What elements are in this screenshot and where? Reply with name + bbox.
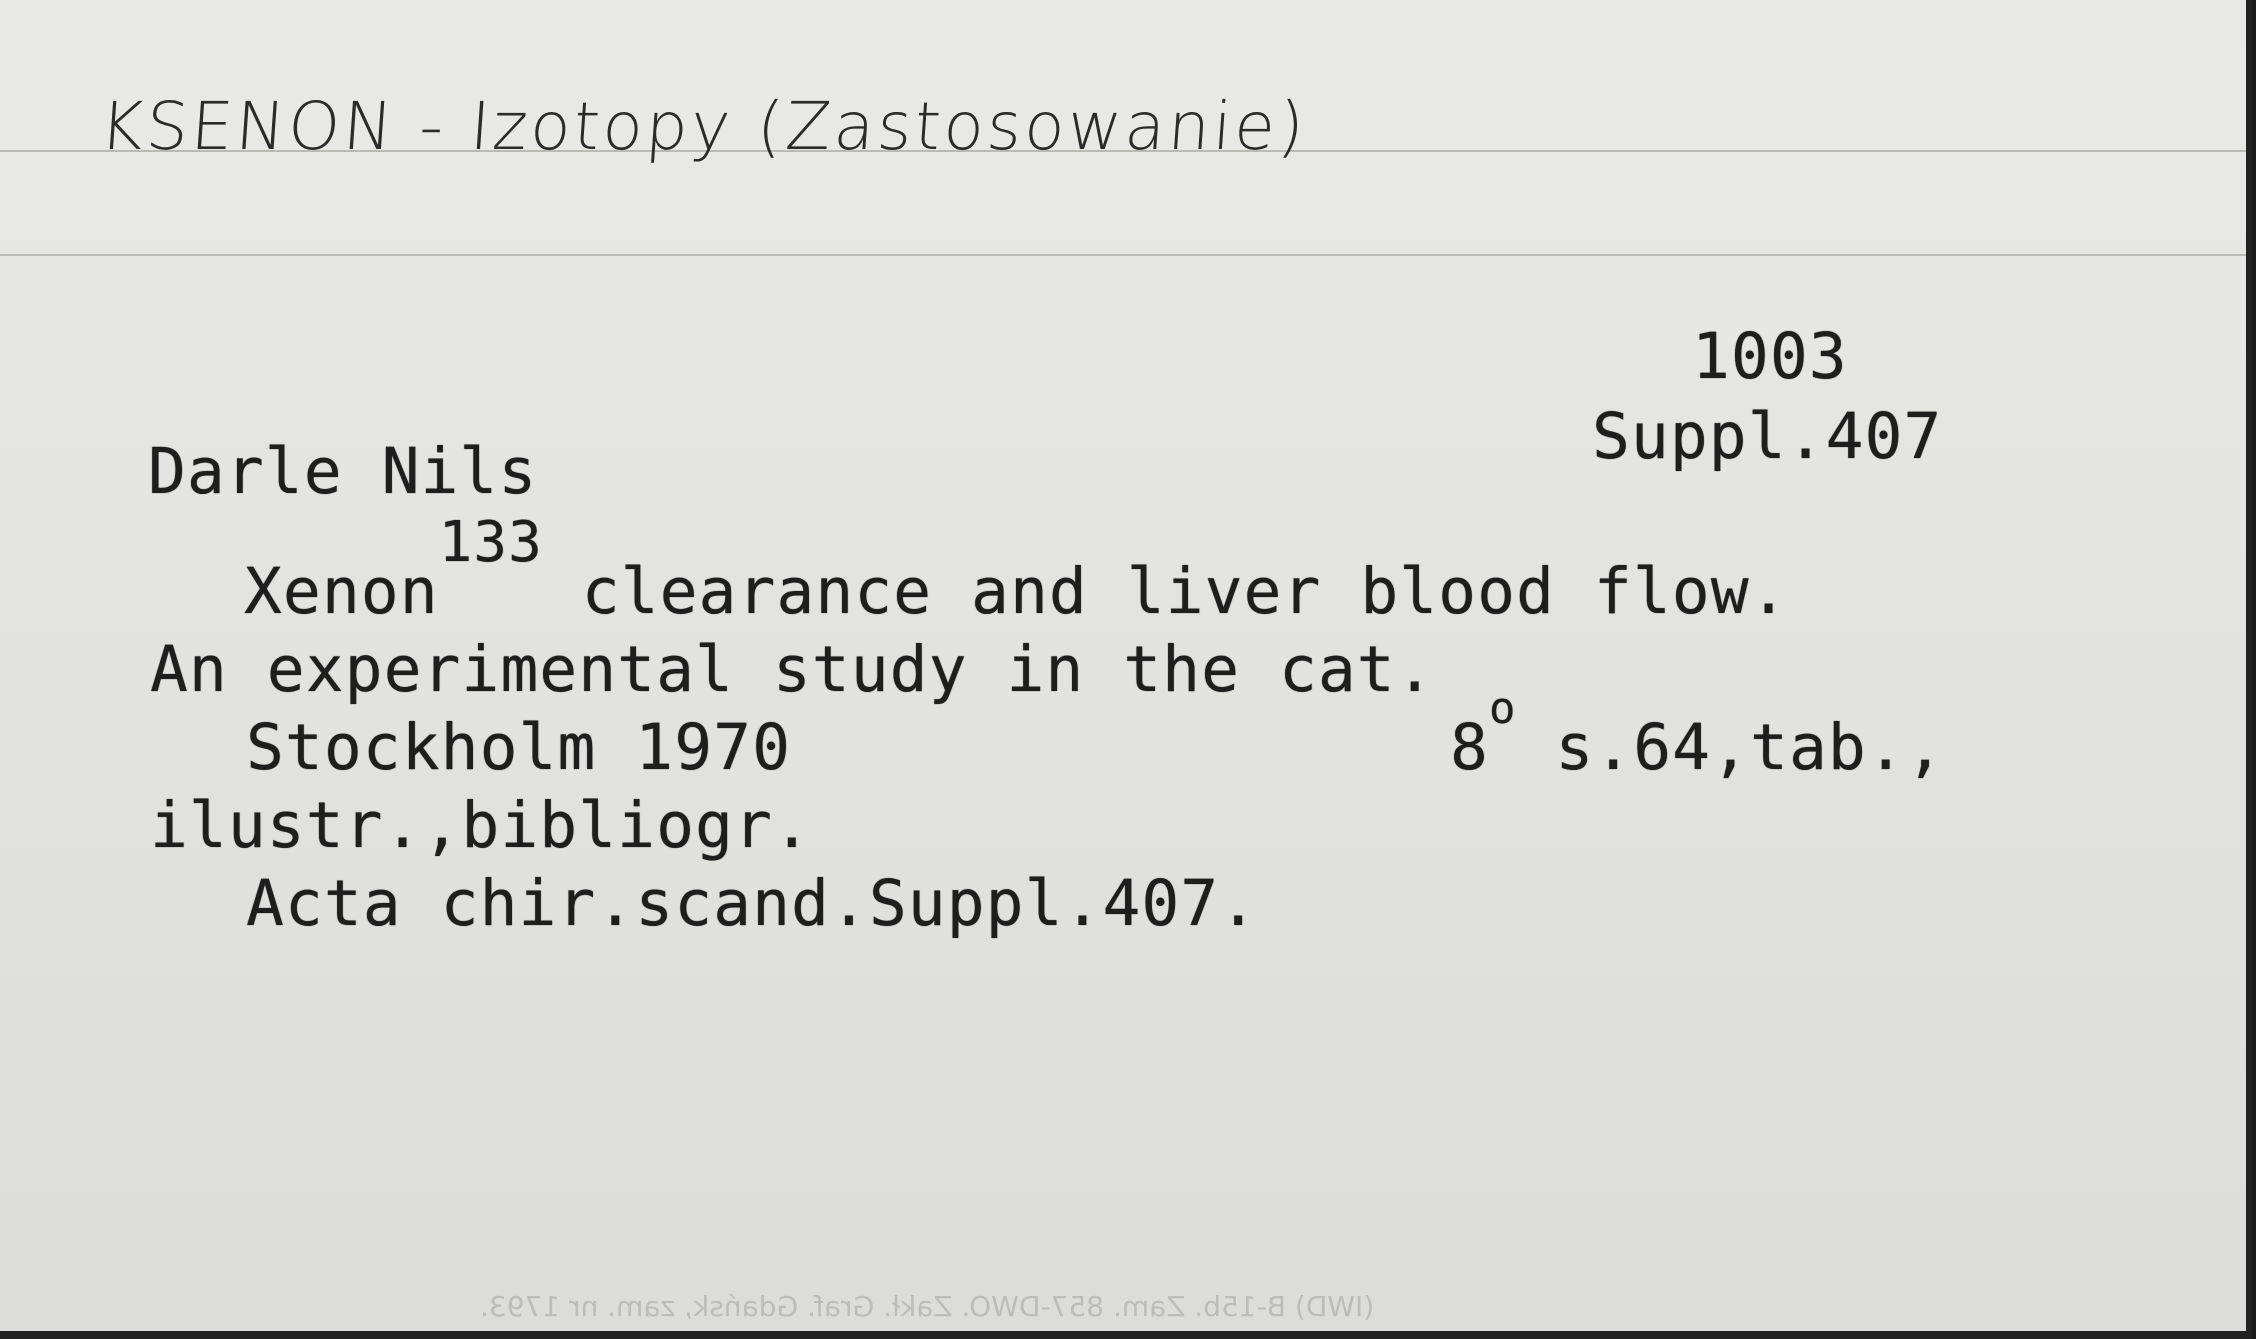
series-note: Acta chir.scand.Suppl.407. [246, 867, 1259, 940]
place-year: Stockholm 1970 [246, 711, 792, 784]
title-line-2: An experimental study in the cat. [150, 633, 1435, 706]
author-name: Darle Nils [148, 435, 538, 508]
format-degree: o [1488, 683, 1517, 734]
collation-continued: ilustr.,bibliogr. [150, 789, 812, 862]
subject-heading: KSENON - Izotopy (Zastosowanie) [97, 88, 1310, 165]
collation-text: s.64,tab., [1516, 711, 1945, 784]
title-prefix: Xenon [244, 555, 439, 628]
title-line-1 [244, 510, 1789, 628]
isotope-superscript: 133 [438, 510, 543, 575]
call-number: 1003 [1692, 320, 1848, 393]
collation-line [1450, 683, 1945, 784]
shelf-mark: Suppl.407 [1592, 400, 1943, 473]
printer-imprint: (IWD) B-15b. Zam. 857-DWO. Zakł. Graf. Gdańsk, zam. nr 1793. [480, 1290, 1375, 1323]
format-number: 8 [1450, 711, 1489, 784]
title-rest: clearance and liver blood flow. [542, 555, 1789, 628]
card-rule-second [0, 254, 2246, 256]
